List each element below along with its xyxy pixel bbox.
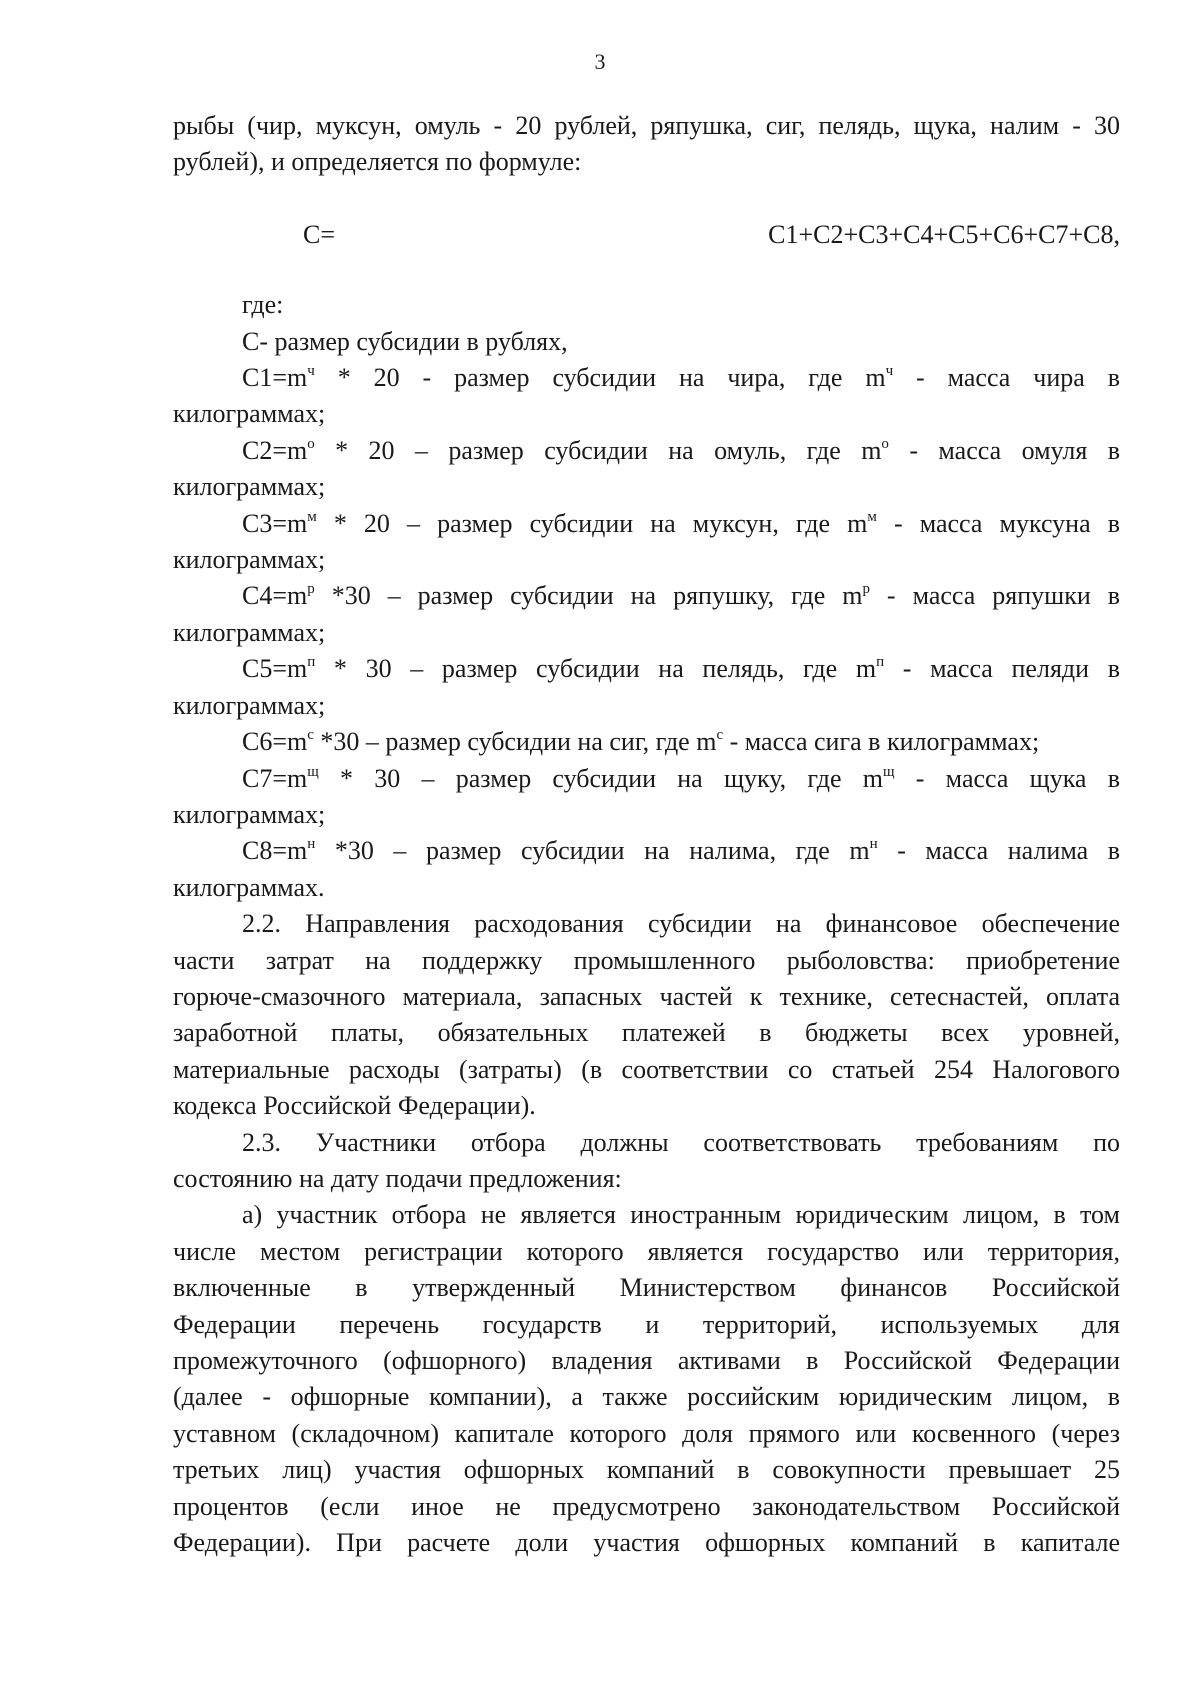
formula: С= С1+С2+С3+С4+С5+С6+С7+С8, — [303, 219, 1120, 249]
text-line: (далее - офшорные компании), а также российским юридическим лицом, в — [173, 1382, 1120, 1412]
text-line: килограммах; — [173, 799, 326, 829]
text-line: горюче-смазочного материала, запасных частей к технике, сетеснастей, оплата — [173, 981, 1120, 1011]
text-line: $С5=m^п * 30$ – размер субсидии на пелядь, где $m^п$ - масса пеляди в — [242, 654, 1120, 684]
text-line: килограммах; — [173, 472, 326, 502]
text-line: килограммах; — [173, 690, 326, 720]
text-line: $С2=m^о * 20$ – размер субсидии на омуль, где $m^о$ - масса омуля в — [242, 435, 1120, 465]
definitions-paragraph — [173, 1125, 1120, 1198]
definitions-paragraph — [173, 287, 1120, 323]
text-line: рублей), и определяется по формуле: — [173, 147, 582, 177]
definitions-paragraph — [173, 506, 1120, 579]
text-line: уставном (складочном) капитале которого доля прямого или косвенного (через — [173, 1418, 1120, 1448]
text-line: Федерации перечень государств и территорий, используемых для — [173, 1309, 1120, 1339]
text-line: килограммах; — [173, 617, 326, 647]
text-line: $С7=m^щ * 30$ – размер субсидии на щуку, где $m^щ$ - масса щука в — [242, 763, 1120, 793]
document-body — [173, 108, 1120, 1561]
text-line: материальные расходы (затраты) (в соответствии со статьей 254 Налогового — [173, 1054, 1120, 1084]
text-line: $С1=m^ч * 20$ - размер субсидии на чира, где $m^ч$ - масса чира в — [242, 363, 1120, 393]
text-line: процентов (если иное не предусмотрено законодательством Российской — [173, 1491, 1120, 1521]
text-line: рыбы (чир, муксун, омуль - 20 рублей, ряпушка, сиг, пелядь, щука, налим - 30 — [173, 111, 1120, 140]
text-line: числе местом регистрации которого является государство или территория, — [173, 1236, 1120, 1266]
definitions-paragraph — [173, 833, 1120, 906]
intro-paragraph — [173, 108, 1120, 181]
definitions-paragraph — [173, 324, 1120, 360]
text-line: Федерации). При расчете доли участия офшорных компаний в капитале — [173, 1528, 1120, 1558]
definitions-block — [173, 287, 1120, 1561]
text-line: заработной платы, обязательных платежей в бюджеты всех уровней, — [173, 1018, 1120, 1048]
definitions-paragraph — [173, 578, 1120, 651]
text-line: где: — [242, 290, 284, 320]
definitions-paragraph — [173, 360, 1120, 433]
definitions-paragraph — [173, 433, 1120, 506]
page-number: 3 — [594, 49, 606, 74]
text-line: части затрат на поддержку промышленного рыболовства: приобретение — [173, 945, 1120, 975]
definitions-paragraph — [173, 1197, 1120, 1561]
text-line: $С8=m^н$ *30 – размер субсидии на налима, где $m^н$ - масса налима в — [242, 836, 1120, 866]
text-line: килограммах; — [173, 399, 326, 429]
text-line: третьих лиц) участия офшорных компаний в совокупности превышает 25 — [173, 1455, 1120, 1485]
text-line: С- размер субсидии в рублях, — [242, 326, 568, 356]
text-line: промежуточного (офшорного) владения активами в Российской Федерации — [173, 1346, 1120, 1375]
text-line: 2.2. Направления расходования субсидии на финансовое обеспечение — [242, 909, 1120, 939]
text-line: включенные в утвержденный Министерством финансов Российской — [173, 1273, 1120, 1303]
text-line: $С3=m^м * 20$ – размер субсидии на муксун, где $m^м$ - масса муксуна в — [242, 508, 1120, 538]
definitions-paragraph — [173, 761, 1120, 834]
text-line: килограммах; — [173, 545, 326, 575]
definitions-paragraph — [173, 906, 1120, 1124]
text-line: килограммах. — [173, 872, 325, 902]
text-line: состоянию на дату подачи предложения: — [173, 1163, 622, 1193]
text-line: $С4=m^р$ *30 – размер субсидии на ряпушку, где $m^р$ - масса ряпушки в — [242, 581, 1120, 611]
text-line: 2.3. Участники отбора должны соответствовать требованиям по — [242, 1127, 1120, 1157]
text-line: кодекса Российской Федерации). — [173, 1091, 536, 1121]
definitions-paragraph — [173, 651, 1120, 724]
text-line: а) участник отбора не является иностранным юридическим лицом, в том — [242, 1200, 1120, 1230]
definitions-paragraph — [173, 724, 1120, 760]
paragraphs-paragraph — [173, 108, 1120, 181]
text-line: $С6=m^с$ *30 – размер субсидии на сиг, где $m^с$ - масса сига в килограммах; — [242, 727, 1040, 757]
